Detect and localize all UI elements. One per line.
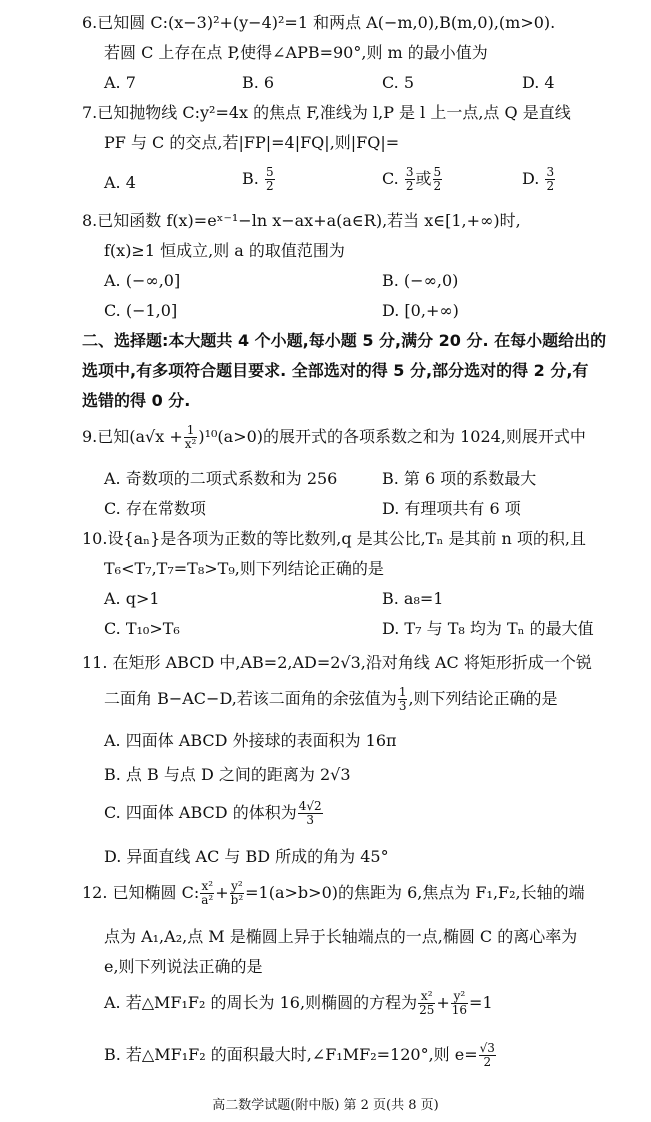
q11-option-b: B. 点 B 与点 D 之间的距离为 2√3 — [104, 765, 351, 784]
frac-num: 1 — [398, 685, 407, 699]
q11-option-c-fraction — [298, 800, 323, 827]
q12-option-a-suffix: =1 — [469, 993, 493, 1012]
q6-stem-line1: 6.已知圆 C:(x−3)²+(y−4)²=1 和两点 A(−m,0),B(m,0),(m>0). — [82, 13, 556, 32]
q6-stem-line2: 若圆 C 上存在点 P,使得∠APB=90°,则 m 的最小值为 — [104, 43, 488, 62]
q10-option-a: A. q>1 — [104, 589, 160, 608]
q8-option-c: C. (−1,0] — [104, 301, 178, 320]
frac-den: a² — [201, 893, 214, 907]
q10-stem-line1: 10.设{aₙ}是各项为正数的等比数列,q 是其公比,Tₙ 是其前 n 项的积,且 — [82, 529, 587, 548]
q7-stem-line1: 7.已知抛物线 C:y²=4x 的焦点 F,准线为 l,P 是 l 上一点,点 Q 是直线 — [82, 103, 571, 122]
q9-option-c: C. 存在常数项 — [104, 499, 206, 518]
q7-option-d — [522, 166, 556, 193]
q11-fraction — [398, 686, 408, 713]
q12-option-b-prefix: B. 若△MF₁F₂ 的面积最大时,∠F₁MF₂=120°,则 e= — [104, 1045, 478, 1064]
frac-den: 25 — [419, 1003, 435, 1017]
q12-option-a-fraction-y — [451, 990, 468, 1017]
frac-den: 2 — [433, 179, 442, 193]
q7-option-b — [242, 166, 276, 193]
q11-option-c-prefix: C. 四面体 ABCD 的体积为 — [104, 803, 297, 822]
q12-stem-line2: 点为 A₁,A₂,点 M 是椭圆上异于长轴端点的一点,椭圆 C 的离心率为 — [104, 927, 578, 946]
q12-option-a-fraction-x — [418, 990, 435, 1017]
q7-option-a: A. 4 — [104, 173, 136, 192]
q8-option-d: D. [0,+∞) — [382, 301, 459, 320]
frac-num: y² — [231, 879, 243, 893]
q8-option-b: B. (−∞,0) — [382, 271, 459, 290]
q12-option-a-plus: + — [436, 993, 450, 1012]
q11-option-c — [104, 800, 324, 834]
q9-stem — [82, 424, 586, 458]
frac-num: 5 — [433, 165, 442, 179]
q10-stem-line2: T₆<T₇,T₇=T₈>T₉,则下列结论正确的是 — [104, 559, 384, 578]
q11-stem-line2 — [104, 686, 558, 720]
frac-num: 3 — [405, 165, 414, 179]
q7-option-c-label: C. — [382, 169, 399, 188]
q9-option-b: B. 第 6 项的系数最大 — [382, 469, 537, 488]
q11-stem-line1: 11. 在矩形 ABCD 中,AB=2,AD=2√3,沿对角线 AC 将矩形折成一个锐 — [82, 653, 592, 672]
frac-num: √3 — [479, 1041, 495, 1055]
frac-den: 3 — [306, 813, 314, 827]
q8-stem-line1: 8.已知函数 f(x)=eˣ⁻¹−ln x−ax+a(a∈R),若当 x∈[1,+∞)时, — [82, 211, 521, 230]
section2-heading-line1: 二、选择题:本大题共 4 个小题,每小题 5 分,满分 20 分. 在每小题给出的 — [82, 331, 607, 350]
q7-option-b-label: B. — [242, 169, 259, 188]
frac-num: y² — [451, 990, 468, 1004]
frac-den: 2 — [546, 179, 555, 193]
q12-plus: + — [215, 883, 229, 902]
q9-stem-prefix: 9.已知(a√x + — [82, 427, 183, 446]
frac-num: x² — [418, 990, 435, 1004]
frac-den: 3 — [398, 699, 407, 713]
q10-option-c: C. T₁₀>T₆ — [104, 619, 180, 638]
q7-stem-line2: PF 与 C 的交点,若|FP|=4|FQ|,则|FQ|= — [104, 133, 400, 152]
q12-option-b — [104, 1042, 497, 1076]
q10-option-d: D. T₇ 与 T₈ 均为 Tₙ 的最大值 — [382, 619, 594, 638]
q12-option-a-prefix: A. 若△MF₁F₂ 的周长为 16,则椭圆的方程为 — [104, 993, 418, 1012]
q8-stem-line2: f(x)≥1 恒成立,则 a 的取值范围为 — [104, 241, 345, 260]
frac-den: x² — [184, 437, 197, 451]
q7-option-c-fraction1 — [405, 166, 415, 193]
q10-option-b: B. a₈=1 — [382, 589, 444, 608]
section2-heading-line2: 选项中,有多项符合题目要求. 全部选对的得 5 分,部分选对的得 2 分,有 — [82, 361, 589, 380]
frac-num: 5 — [265, 165, 274, 179]
section2-heading-line3: 选错的得 0 分. — [82, 391, 191, 410]
q9-option-d: D. 有理项共有 6 项 — [382, 499, 521, 518]
q7-option-d-fraction — [545, 166, 555, 193]
q7-option-d-label: D. — [522, 169, 540, 188]
frac-den: 16 — [451, 1003, 468, 1017]
q12-fraction-y — [230, 880, 245, 907]
q8-option-a: A. (−∞,0] — [104, 271, 181, 290]
q6-option-d: D. 4 — [522, 73, 555, 92]
q7-option-b-fraction — [265, 166, 275, 193]
frac-num: x² — [201, 879, 214, 893]
q6-option-c: C. 5 — [382, 73, 415, 92]
q12-stem-prefix: 12. 已知椭圆 C: — [82, 883, 200, 902]
q12-stem-line3: e,则下列说法正确的是 — [104, 957, 263, 976]
page-footer: 高二数学试题(附中版) 第 2 页(共 8 页) — [212, 1098, 439, 1113]
frac-num: 1 — [184, 424, 198, 438]
q7-option-c-or: 或 — [415, 169, 432, 188]
frac-den: b² — [230, 893, 244, 907]
q9-fraction — [184, 424, 198, 451]
q9-stem-suffix: )¹⁰(a>0)的展开式的各项系数之和为 1024,则展开式中 — [198, 427, 586, 446]
q12-stem-line1 — [82, 880, 585, 914]
q11-option-d: D. 异面直线 AC 与 BD 所成的角为 45° — [104, 847, 389, 866]
q12-fraction-x — [200, 880, 214, 907]
frac-den: 2 — [265, 179, 274, 193]
q12-option-a — [104, 990, 493, 1024]
q9-option-a: A. 奇数项的二项式系数和为 256 — [104, 469, 338, 488]
q7-option-c-fraction2 — [433, 166, 443, 193]
q11-option-a: A. 四面体 ABCD 外接球的表面积为 16π — [104, 731, 397, 750]
q7-options — [104, 166, 634, 202]
q6-option-a: A. 7 — [104, 73, 136, 92]
q11-stem-line2-suffix: ,则下列结论正确的是 — [408, 689, 558, 708]
q7-option-c — [382, 166, 443, 193]
q12-stem-suffix: =1(a>b>0)的焦距为 6,焦点为 F₁,F₂,长轴的端 — [245, 883, 585, 902]
frac-den: 2 — [405, 179, 414, 193]
q6-option-b: B. 6 — [242, 73, 275, 92]
frac-num: 3 — [546, 165, 555, 179]
frac-den: 2 — [483, 1055, 492, 1069]
q12-option-b-fraction — [479, 1042, 496, 1069]
q11-stem-line2-prefix: 二面角 B−AC−D,若该二面角的余弦值为 — [104, 689, 397, 708]
frac-num: 4√2 — [298, 799, 322, 813]
